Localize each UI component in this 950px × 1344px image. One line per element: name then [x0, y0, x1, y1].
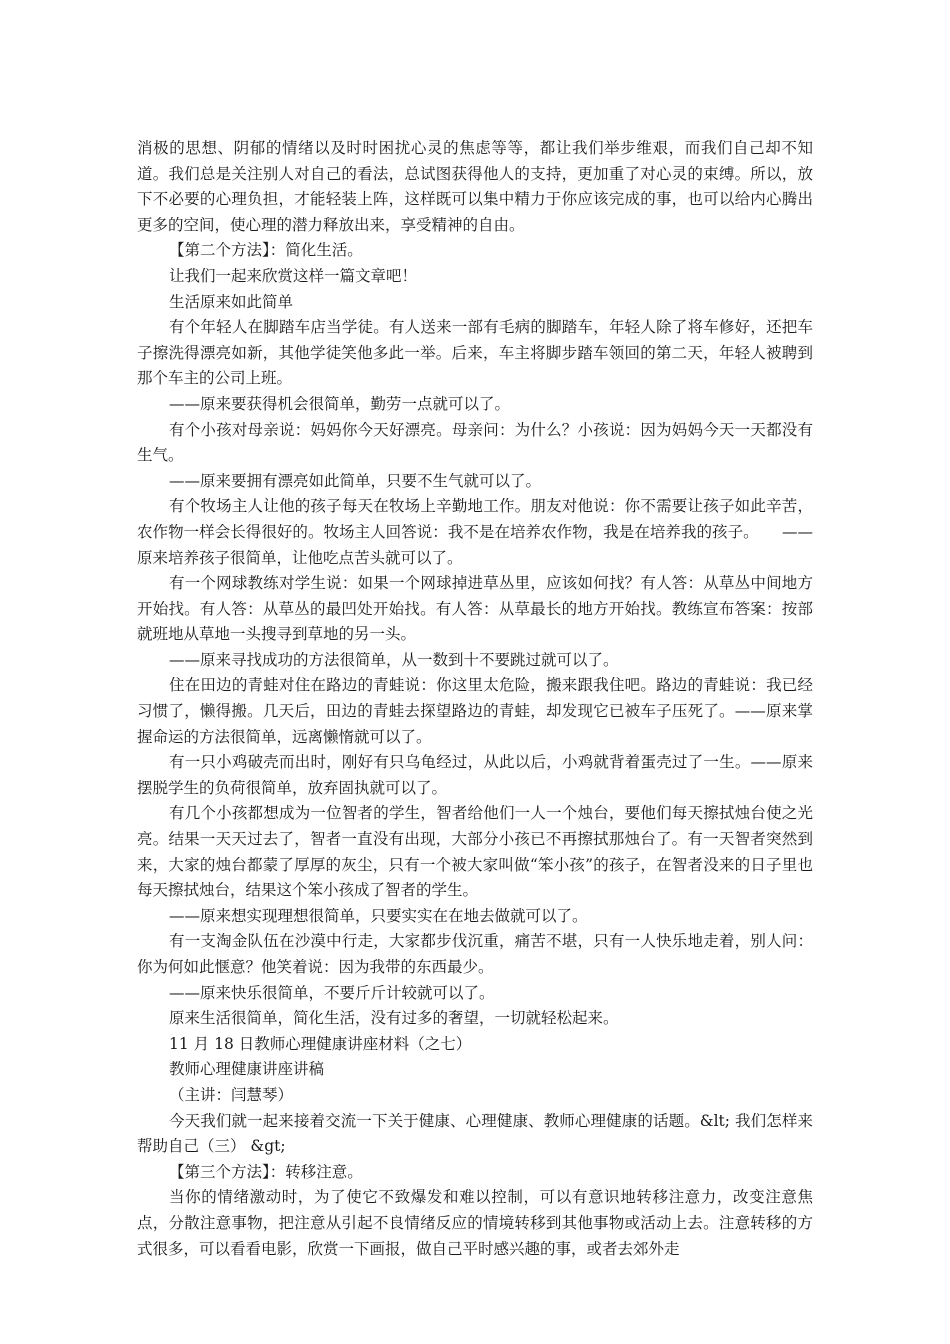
- paragraph: 有一个网球教练对学生说：如果一个网球掉进草丛里，应该如何找？有人答：从草丛中间地方开始找。有人答：从草丛的最凹处开始找。有人答：从草最长的地方开始找。教练宣布答案：按部就班地从草地一头搜寻到草地的另一头。: [137, 574, 813, 644]
- lecturer: （主讲：闫慧琴）: [169, 1085, 294, 1104]
- paragraph: 有个小孩对母亲说：妈妈你今天好漂亮。母亲问：为什么？小孩说：因为妈妈今天一天都没有生气。: [137, 420, 813, 465]
- method-heading: 【第三个方法】：转移注意。: [169, 1162, 363, 1181]
- document-page: [137, 136, 813, 1262]
- paragraph: ——原来要拥有漂亮如此简单，只要不生气就可以了。: [169, 471, 542, 490]
- paragraph: 有个年轻人在脚踏车店当学徒。有人送来一部有毛病的脚踏车，年轻人除了将车修好，还把车子擦洗得漂亮如新，其他学徒笑他多此一举。后来，车主将脚步踏车领回的第二天，年轻人被聘到那个车主的公司上班。: [137, 318, 813, 388]
- lecture-title: 教师心理健康讲座讲稿: [169, 1060, 325, 1079]
- paragraph: 让我们一起来欣赏这样一篇文章吧！: [169, 266, 418, 285]
- paragraph: 有一支淘金队伍在沙漠中行走，大家都步伐沉重，痛苦不堪，只有一人快乐地走着，别人问：你为何如此惬意？他笑着说：因为我带的东西最少。: [137, 932, 813, 976]
- section-date-heading: 11 月 18 日教师心理健康讲座材料（之七）: [169, 1034, 472, 1053]
- paragraph: 消极的思想、阴郁的情绪以及时时困扰心灵的焦虑等等，都让我们举步维艰，而我们自己却不知道。我们总是关注别人对自己的看法，总试图获得他人的支持，更加重了对心灵的束缚。所以，放下不必要的心理负担，才能轻装上阵，这样既可以集中精力于你应该完成的事，也可以给内心腾出更多的空间，使心理的潜力释放出来，享受精神的自由。: [137, 139, 813, 234]
- paragraph: ——原来要获得机会很简单，勤劳一点就可以了。: [169, 394, 511, 413]
- article-title: 生活原来如此简单: [169, 292, 294, 311]
- paragraph: 原来生活很简单，简化生活，没有过多的奢望，一切就轻松起来。: [169, 1009, 619, 1028]
- paragraph: ——原来想实现理想很简单，只要实实在在地去做就可以了。: [169, 906, 588, 925]
- paragraph: 有几个小孩都想成为一位智者的学生，智者给他们一人一个烛台，要他们每天擦拭烛台使之光亮。结果一天天过去了，智者一直没有出现，大部分小孩已不再擦拭那烛台了。有一天智者突然到来，大家的烛台都蒙了厚厚的灰尘，只有一个被大家叫做“笨小孩”的孩子，在智者没来的日子里也每天擦拭烛台，结果这个笨小孩成了智者的学生。: [137, 804, 813, 900]
- paragraph: 当你的情绪激动时，为了使它不致爆发和难以控制，可以有意识地转移注意力，改变注意焦点，分散注意事物，把注意从引起不良情绪反应的情境转移到其他事物或活动上去。注意转移的方式很多，可以看看电影，欣赏一下画报，做自己平时感兴趣的事，或者去郊外走: [137, 1188, 813, 1258]
- paragraph: 有一只小鸡破壳而出时，刚好有只乌龟经过，从此以后，小鸡就背着蛋壳过了一生。——原来摆脱学生的负荷很简单，放弃固执就可以了。: [137, 753, 813, 797]
- method-heading: 【第二个方法】：简化生活。: [169, 241, 363, 260]
- paragraph: 住在田边的青蛙对住在路边的青蛙说：你这里太危险，搬来跟我住吧。路边的青蛙说：我已经习惯了，懒得搬。几天后，田边的青蛙去探望路边的青蛙，却发现它已被车子压死了。——原来掌握命运的方法很简单，远离懒惰就可以了。: [137, 676, 813, 746]
- paragraph: ——原来寻找成功的方法很简单，从一数到十不要跳过就可以了。: [169, 650, 619, 669]
- paragraph: ——原来快乐很简单，不要斤斤计较就可以了。: [169, 983, 495, 1002]
- paragraph: 有个牧场主人让他的孩子每天在牧场上辛勤地工作。朋友对他说：你不需要让孩子如此辛苦，农作物一样会长得很好的。牧场主人回答说：我不是在培养农作物，我是在培养我的孩子。 ——原来培养孩子很简单，让他吃点苦头就可以了。: [137, 497, 813, 567]
- paragraph: 今天我们就一起来接着交流一下关于健康、心理健康、教师心理健康的话题。&lt; 我们怎样来帮助自己（三） &gt;: [137, 1111, 813, 1156]
